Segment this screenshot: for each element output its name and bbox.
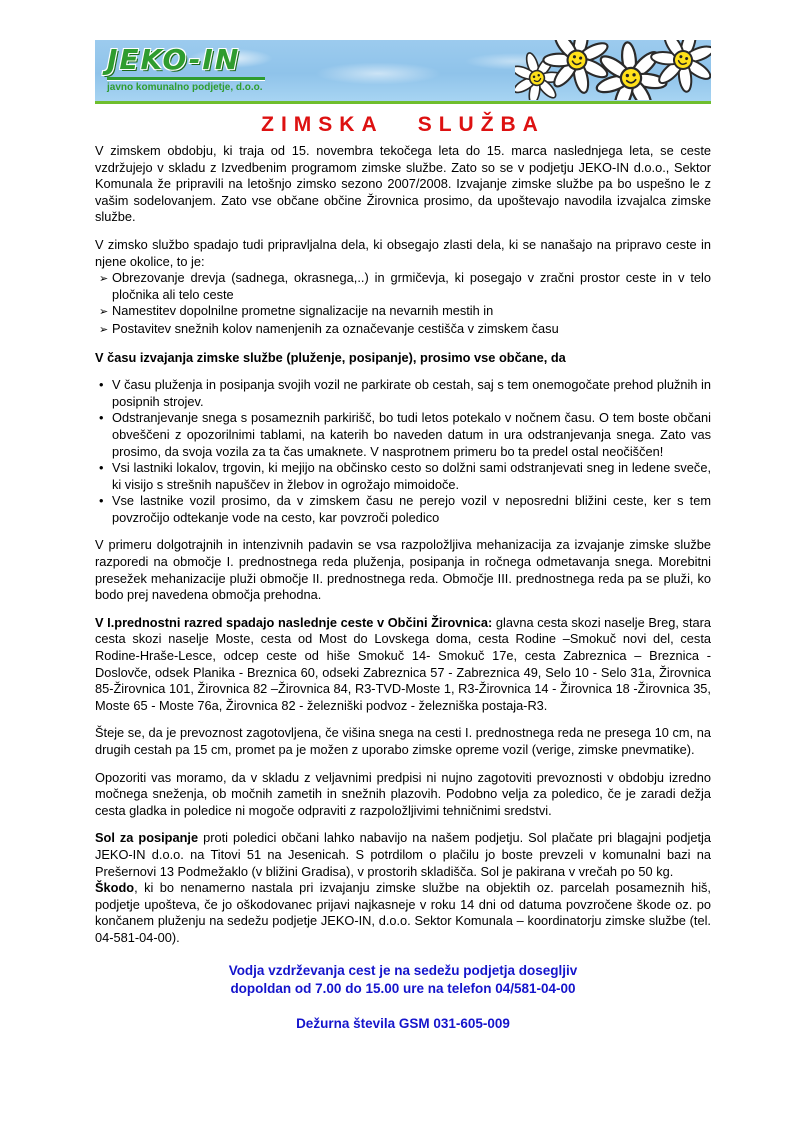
dot-bullet-icon: • bbox=[99, 493, 104, 509]
contact-footer bbox=[95, 962, 711, 1033]
damage-paragraph bbox=[95, 880, 711, 946]
list-item bbox=[95, 303, 711, 321]
salt-text: proti poledici občani lahko nabavijo na našem podjetju. Sol plačate pri blagajni podjetja JEKO-IN d.o.o. na Titovi 51 na Jesenicah. S potrdilom o plačilu jo boste prevzeli v komunalni bazi na Prešernovi 13 Podmežaklo (v bližini Gradisa), v prostorih skladišča. Sol je pakirana v vrečah po 50 kg. bbox=[95, 830, 711, 879]
list-item-text: Vse lastnike vozil prosimo, da v zimskem času ne perejo vozil v neposredni bližini ceste, ker s tem povzročijo odtekanje vode na cesto, kar povzroči poledico bbox=[112, 493, 711, 525]
contact-line-2: dopoldan od 7.00 do 15.00 ure na telefon 04/581-04-00 bbox=[230, 980, 576, 996]
prep-intro-paragraph: V zimsko službo spadajo tudi pripravljalna dela, ki obsegajo zlasti dela, ki se nanašajo na pripravo ceste in njene okolice, to je: bbox=[95, 236, 711, 269]
document-body bbox=[95, 143, 711, 947]
list-item-text: Obrezovanje drevja (sadnega, okrasnega,..) in grmičevja, ki posegajo v zračni prostor ceste in v telo pločnika ali telo ceste bbox=[112, 270, 711, 302]
gsm-duty-line: Dežurna števila GSM 031-605-009 bbox=[296, 1015, 510, 1031]
dot-bullet-icon: • bbox=[99, 410, 104, 426]
arrow-bullet-icon: ➢ bbox=[99, 306, 109, 319]
logo-underline bbox=[107, 77, 265, 80]
logo-subtitle: javno komunalno podjetje, d.o.o. bbox=[107, 82, 263, 93]
logo-wordmark: JEKO-IN bbox=[107, 43, 241, 76]
plowing-section-heading: V času izvajanja zimske službe (pluženje, posipanje), prosimo vse občane, da bbox=[95, 349, 566, 365]
page-title: ZIMSKA SLUŽBA bbox=[261, 113, 545, 136]
dot-bullet-icon: • bbox=[99, 377, 104, 393]
list-item bbox=[95, 410, 711, 460]
list-item bbox=[95, 460, 711, 493]
maintenance-contact-lines bbox=[95, 962, 711, 998]
dot-bullet-icon: • bbox=[99, 460, 104, 476]
list-item bbox=[95, 270, 711, 303]
list-item-text: Namestitev dopolnilne prometne signalizacije na nevarnih mestih in bbox=[112, 303, 494, 319]
contact-line-1: Vodja vzdrževanja cest je na sedežu podjetja dosegljiv bbox=[228, 962, 578, 978]
salt-lead: Sol za posipanje bbox=[95, 830, 199, 846]
header-banner bbox=[95, 40, 711, 104]
list-item-text: Vsi lastniki lokalov, trgovin, ki mejijo na občinsko cesto so dolžni sami odstranjevati sneg in ledene sveče, ki visijo s strešnih napuščev in žlebov in ogrožajo mimoidoče. bbox=[112, 460, 711, 492]
prep-work-list bbox=[95, 270, 711, 338]
arrow-bullet-icon: ➢ bbox=[99, 273, 109, 286]
list-item-text: Postavitev snežnih kolov namenjenih za označevanje cestišča v zimskem času bbox=[112, 320, 559, 336]
passability-paragraph: Šteje se, da je prevoznost zagotovljena, če višina snega na cesti I. prednostnega reda ne presega 10 cm, na drugih cestah pa 15 cm, promet pa je možen z uporabo zimske opreme vozil (verige, zimske pnevmatike). bbox=[95, 725, 711, 757]
priority-roads-paragraph bbox=[95, 615, 711, 715]
daisy-flowers-icon bbox=[515, 40, 711, 104]
priority-roads-text: glavna cesta skozi naselje Breg, stara cesta skozi naselje Moste, cesta od Most do Lovskega doma, cesta Rodine –Smokuč novi del, cesta Rodine-Hraše-Lesce, odcep ceste od hiše Smokuč 14- Smokuč 17e, cesta Zabreznica – Breznica - Doslovče, odsek Planika - Breznica 60, odseki Zabreznica 57 - Zabreznica 49, Selo 10 - Selo 31a, Žirovnica 85-Žirovnica 101, Žirovnica 82 –Žirovnica 84, R3-TVD-Moste 1, R3-Žirovnica 14 - Žirovnica 18 -Žirovnica 35, Moste 65 - Moste 76a, Žirovnica 82 - železniški podvoz - železniška postaja-R3. bbox=[95, 614, 711, 713]
damage-lead: Škodo bbox=[95, 880, 135, 896]
intro-paragraph: V zimskem obdobju, ki traja od 15. novembra tekočega leta do 15. marca naslednjega leta, se ceste vzdržujejo v skladu z Izvedbenim programom zimske službe. Zato so se v podjetju JEKO-IN d.o.o., Sektor Komunala že pripravili na letošnjo zimsko sezono 2007/2008. Izvajanje zimske službe pa bo uspešno le z vašim sodelovanjem. Zato vse občane občine Žirovnica prosimo, da upoštevajo navodila izvajalca zimske službe. bbox=[95, 143, 711, 225]
list-item-text: V času pluženja in posipanja svojih vozil ne parkirate ob cestah, saj s tem onemogočate prehod plužnih in posipnih strojev. bbox=[112, 377, 711, 409]
salt-paragraph bbox=[95, 830, 711, 880]
jeko-in-logo bbox=[107, 45, 265, 93]
warning-paragraph: Opozoriti vas moramo, da v skladu z veljavnimi predpisi ni nujno zagotoviti prevoznosti v obdobju izredno močnega sneženja, ob močnih zametih in snežnih plazovih. Podobno velja za poledico, če je zaradi dežja cesta gladka in poledice ni mogoče odpraviti z razpoložljivimi tehničnimi sredstvi. bbox=[95, 769, 711, 818]
damage-text: , ki bo nenamerno nastala pri izvajanju zimske službe na objektih oz. parcelah posameznih hiš, podjetje upošteva, če jo oškodovanec prijavi najkasneje v roku 14 dni od datuma povzročene škode oz. po končanem pluženju na sedežu podjetje JEKO-IN, d.o.o. Sektor Komunala – koordinatorju zimske službe (tel. 04-581-04-00). bbox=[95, 880, 711, 945]
mechanization-paragraph: V primeru dolgotrajnih in intenzivnih padavin se vsa razpoložljiva mehanizacija za izvajanje zimske službe razporedi na območje I. prednostnega reda pluženja, posipanja in ročnega odmetavanja snega. Morebitni presežek mehanizacije pluži območje II. prednostnega reda. Območje III. prednostnega reda pa se pluži, ko bodo prej navedena območja prehodna. bbox=[95, 537, 711, 603]
list-item bbox=[95, 377, 711, 410]
list-item bbox=[95, 321, 711, 339]
list-item bbox=[95, 493, 711, 526]
priority-roads-lead: V I.prednostni razred spadajo naslednje ceste v Občini Žirovnica: bbox=[95, 614, 493, 630]
arrow-bullet-icon: ➢ bbox=[99, 323, 109, 336]
citizen-request-list bbox=[95, 377, 711, 526]
list-item-text: Odstranjevanje snega s posameznih parkirišč, bo tudi letos potekalo v nočnem času. O tem boste občani obveščeni z opozorilnimi tablami, na katerih bo naveden datum in ura odstranjevanja snega. Zato vas prosimo, da svoja vozila za ta čas umaknete. V nasprotnem primeru bo ta predel ostal neočiščen! bbox=[112, 410, 711, 459]
